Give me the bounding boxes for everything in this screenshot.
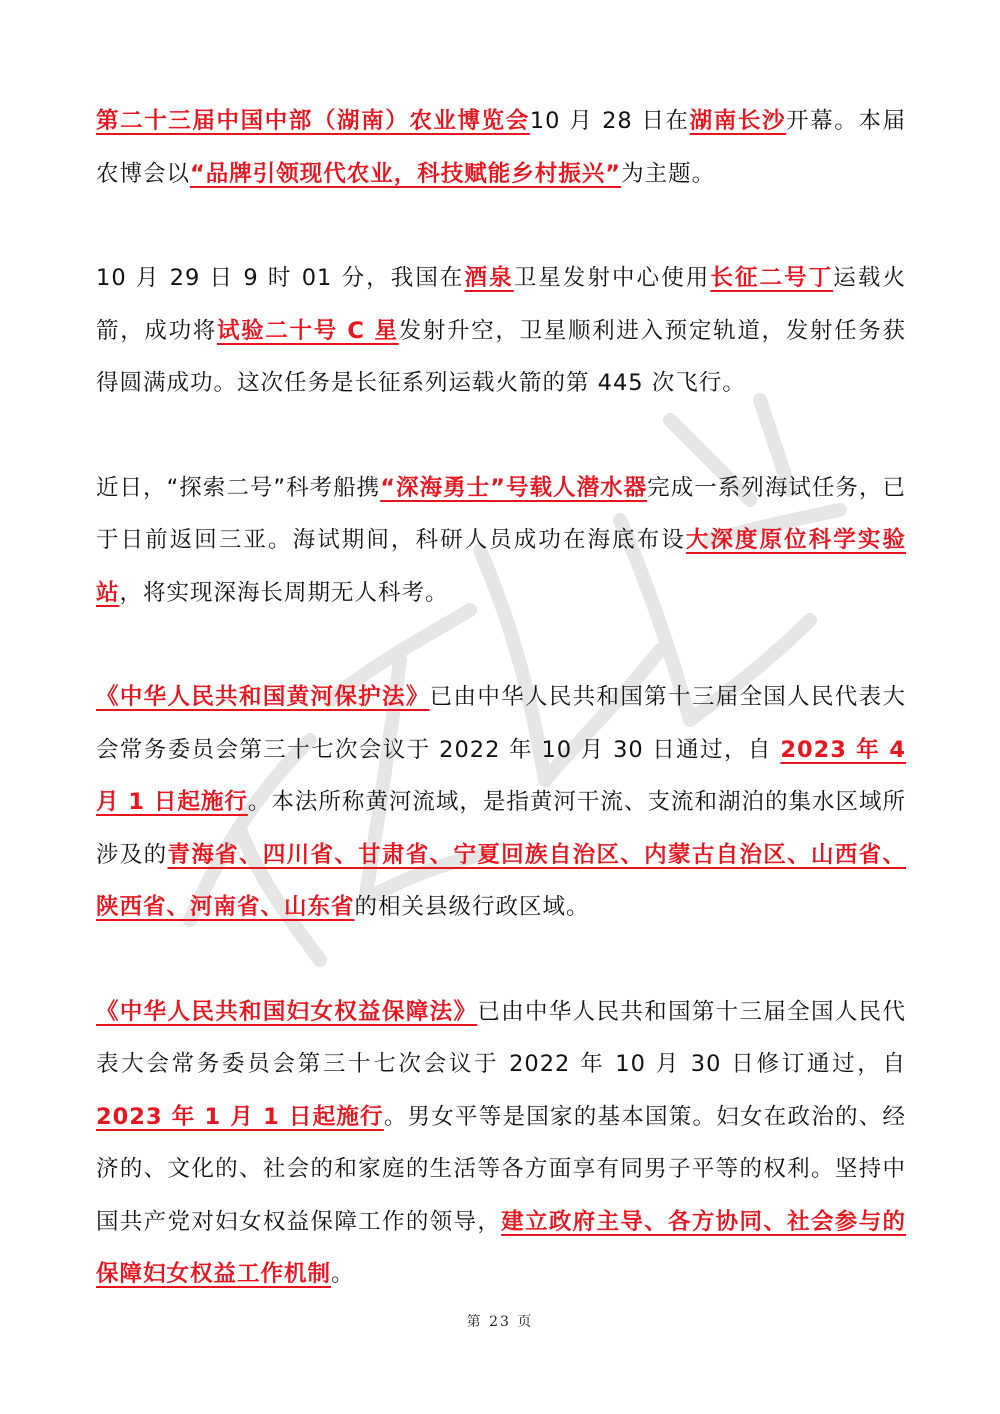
news-paragraph <box>96 986 906 1301</box>
article-body <box>96 95 906 1353</box>
highlighted-keyword: 长征二号丁 <box>710 265 834 291</box>
paragraph-text: 。 <box>331 1261 355 1287</box>
highlighted-keyword: 2023 年 4 月 1 日起施行 <box>96 736 906 815</box>
paragraph-text: 近日，“探索二号”科考船携 <box>96 474 381 501</box>
news-paragraph <box>96 95 906 200</box>
paragraph-text: 发射升空，卫星顺利进入预定轨道，发射任务获得圆满成功。这次任务是长征系列运载火箭的第 445 次飞行。 <box>96 317 906 396</box>
paragraph-text: 。本法所称黄河流域，是指黄河干流、支流和湖泊的集水区域所涉及的 <box>96 789 906 868</box>
highlighted-keyword: 《中华人民共和国妇女权益保障法》 <box>96 998 478 1025</box>
highlighted-keyword: 2023 年 1 月 1 日起施行 <box>96 1103 384 1130</box>
paragraph-text: 卫星发射中心使用 <box>513 265 711 291</box>
highlighted-keyword: 大深度原位科学实验站 <box>96 527 906 606</box>
highlighted-keyword: 建立政府主导、各方协同、社会参与的保障妇女权益工作机制 <box>96 1208 906 1287</box>
highlighted-keyword: 湖南长沙 <box>689 108 787 134</box>
news-paragraph <box>96 462 906 620</box>
paragraph-text: 完成一系列海试任务，已于日前返回三亚。海试期间，科研人员成功在海底布设 <box>96 474 906 553</box>
paragraph-text: 10 月 29 日 9 时 01 分，我国在 <box>96 265 465 291</box>
highlighted-keyword: 试验二十号 C 星 <box>216 317 399 344</box>
paragraph-text: 的相关县级行政区域。 <box>354 894 590 920</box>
highlighted-keyword: 《中华人民共和国黄河保护法》 <box>96 684 430 710</box>
paragraph-text: 已由中华人民共和国第十三届全国人民代表大会常务委员会第三十七次会议于 2022 年 10 月 30 日通过，自 <box>96 684 906 763</box>
paragraph-text: 运载火箭，成功将 <box>96 265 906 344</box>
news-paragraph <box>96 671 906 934</box>
paragraph-text: 为主题。 <box>621 160 716 187</box>
paragraph-text: ，将实现深海长周期无人科考。 <box>119 579 449 606</box>
highlighted-keyword: 酒泉 <box>464 265 514 291</box>
paragraph-text: 10 月 28 日在 <box>529 108 690 134</box>
news-paragraph <box>96 252 906 410</box>
paragraph-text: 。男女平等是国家的基本国策。妇女在政治的、经济的、文化的、社会的和家庭的生活等各方面享有同男子平等的权利。坚持中国共产党对妇女权益保障工作的领导， <box>96 1103 906 1235</box>
page-number: 第 23 页 <box>466 1314 534 1330</box>
highlighted-keyword: “品牌引领现代农业，科技赋能乡村振兴” <box>190 160 622 187</box>
highlighted-keyword: 第二十三届中国中部（湖南）农业博览会 <box>96 108 530 134</box>
highlighted-keyword: 青海省、四川省、甘肃省、宁夏回族自治区、内蒙古自治区、山西省、陕西省、河南省、山东省 <box>96 841 906 920</box>
paragraph-text: 已由中华人民共和国第十三届全国人民代表大会常务委员会第三十七次会议于 2022 年 10 月 30 日修订通过，自 <box>96 998 906 1077</box>
paragraph-text: 开幕。本届农博会以 <box>96 108 906 187</box>
highlighted-keyword: “深海勇士”号载人潜水器 <box>380 474 648 501</box>
